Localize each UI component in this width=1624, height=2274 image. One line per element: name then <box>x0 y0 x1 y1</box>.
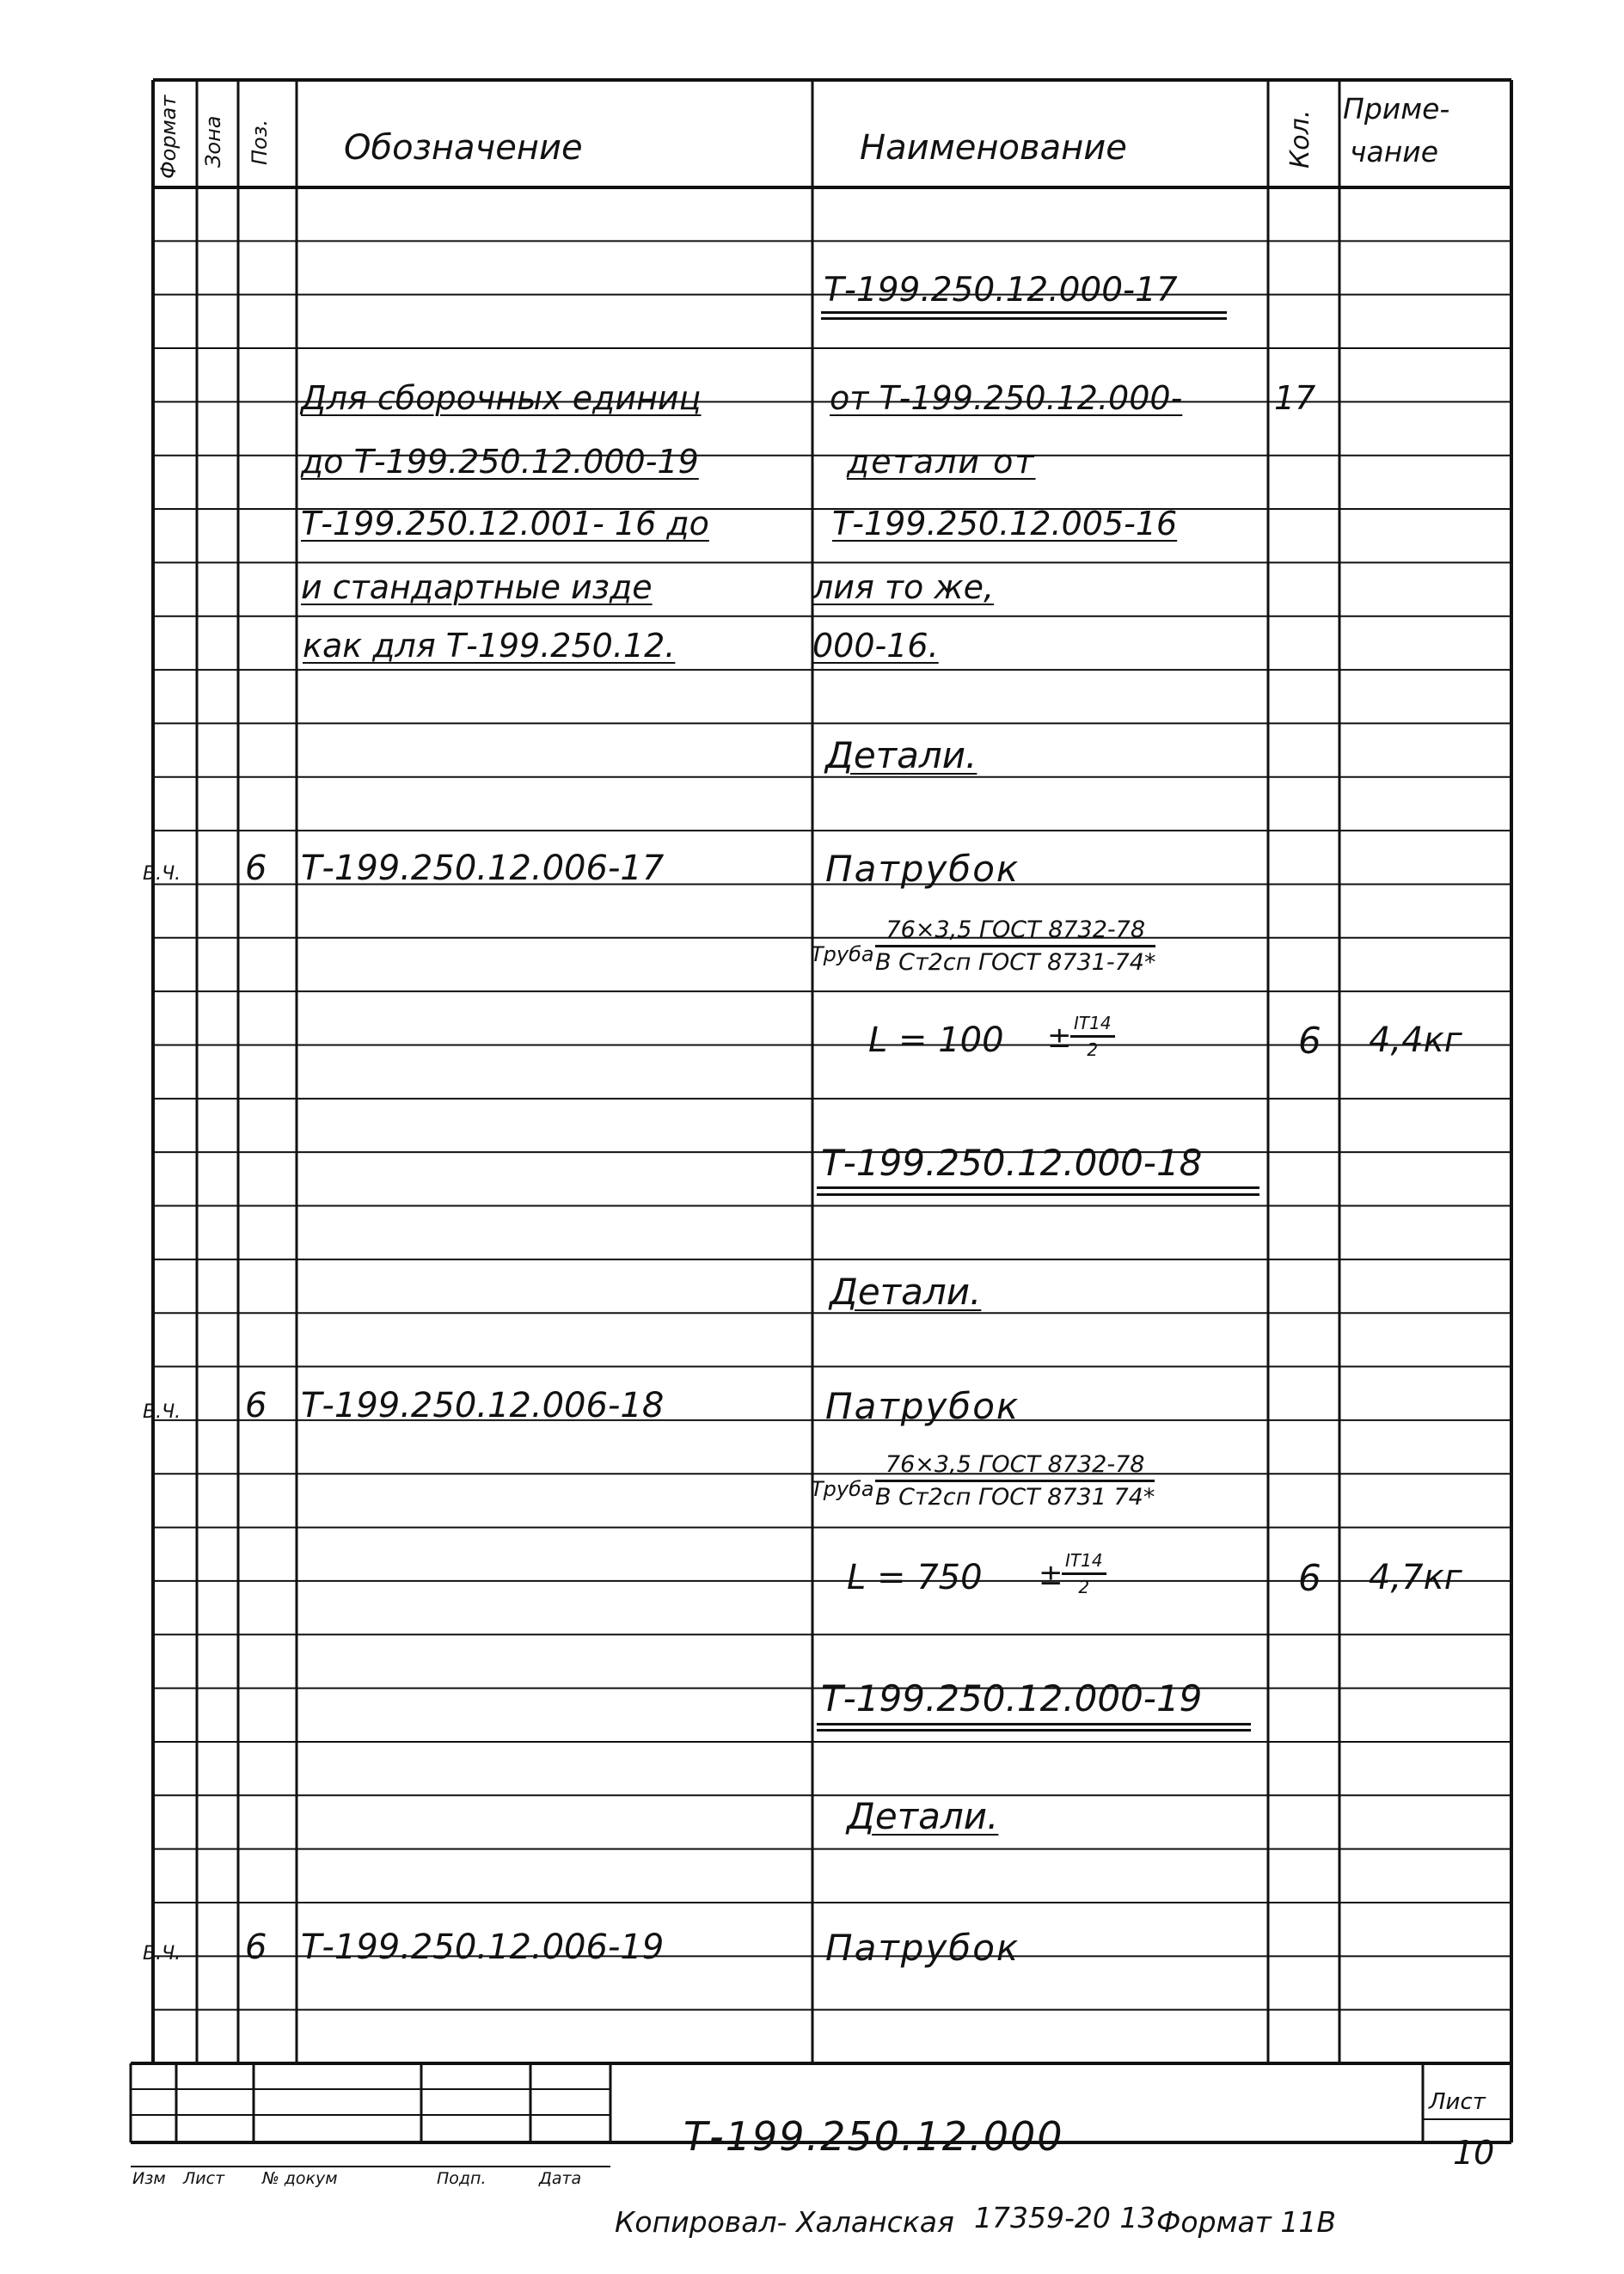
header-zone: Зона <box>201 115 225 168</box>
assembly-19-underline-2 <box>817 1729 1251 1732</box>
section-details-2: Детали. <box>830 1271 982 1313</box>
part-1-name: Патрубок <box>825 848 1020 890</box>
part-1-designation: Т-199.250.12.006-17 <box>301 849 665 888</box>
note-name-line-2: детали от <box>847 443 1036 481</box>
part-2-pipe-spec <box>875 1453 1155 1509</box>
part-2-pipe-denominator: В Ст2сп ГОСТ 8731 74* <box>875 1484 1155 1511</box>
title-block-doc-number: Т-199.250.12.000 <box>683 2113 1064 2160</box>
footer-copied-by: Копировал- Халанская <box>615 2205 954 2239</box>
part-3-format: Б.Ч. <box>143 1943 181 1964</box>
title-block-col-doc: № докум <box>262 2169 338 2188</box>
part-1-tolerance <box>1070 1014 1115 1058</box>
part-3-pos: 6 <box>245 1928 267 1967</box>
part-2-tolerance-sign: ± <box>1039 1558 1063 1592</box>
part-1-tolerance-numerator: IT14 <box>1070 1014 1115 1038</box>
assembly-18-underline-2 <box>817 1193 1259 1196</box>
note-designation-line-3: Т-199.250.12.001- 16 до <box>301 505 709 542</box>
part-1-pipe-word: Труба <box>811 942 874 966</box>
part-2-qty: 6 <box>1298 1557 1321 1599</box>
title-block-sheet-number: 10 <box>1453 2134 1495 2172</box>
part-2-note: 4,7кг <box>1369 1558 1462 1597</box>
note-designation-line-5: как для Т-199.250.12. <box>303 627 676 665</box>
part-2-length: L = 750 <box>847 1558 983 1597</box>
part-3-designation: Т-199.250.12.006-19 <box>301 1928 665 1967</box>
assembly-19-underline <box>817 1723 1251 1725</box>
part-1-length: L = 100 <box>868 1021 1004 1060</box>
section-details-1: Детали. <box>825 734 977 776</box>
assembly-19-designation: Т-199.250.12.000-19 <box>821 1677 1203 1719</box>
title-block-col-izm: Изм <box>132 2169 166 2188</box>
title-block-col-sign: Подп. <box>437 2169 487 2188</box>
note-name-line-5: 000-16. <box>812 627 939 665</box>
part-2-tolerance-denominator: 2 <box>1078 1577 1090 1597</box>
part-1-note: 4,4кг <box>1369 1021 1462 1060</box>
assembly-18-underline <box>817 1186 1259 1189</box>
note-qty-line-1: 17 <box>1274 379 1316 417</box>
section-details-3: Детали. <box>847 1795 999 1837</box>
part-2-tolerance <box>1062 1552 1106 1596</box>
part-2-designation: Т-199.250.12.006-18 <box>301 1386 665 1425</box>
part-1-pipe-denominator: В Ст2сп ГОСТ 8731-74* <box>875 949 1156 976</box>
note-name-line-3: Т-199.250.12.005-16 <box>832 505 1178 542</box>
part-1-format: Б.Ч. <box>143 863 181 885</box>
part-3-name: Патрубок <box>825 1927 1020 1969</box>
part-2-tolerance-numerator: IT14 <box>1062 1552 1106 1575</box>
assembly-17-underline <box>821 311 1227 314</box>
note-designation-line-1: Для сборочных единиц <box>301 379 702 417</box>
part-2-name: Патрубок <box>825 1385 1020 1427</box>
header-note-line2: чание <box>1350 135 1439 169</box>
part-1-pipe-numerator: 76×3,5 ГОСТ 8732-78 <box>875 918 1155 947</box>
header-note-line1: Приме- <box>1343 92 1450 126</box>
title-block-col-list: Лист <box>183 2169 225 2188</box>
note-name-line-4: лия то же, <box>812 568 995 606</box>
header-pos: Поз. <box>248 119 272 165</box>
header-format: Формат <box>156 95 181 179</box>
footer-code: 17359-20 13 <box>974 2201 1156 2234</box>
assembly-17-designation: Т-199.250.12.000-17 <box>824 271 1178 310</box>
note-name-line-1: от Т-199.250.12.000- <box>830 379 1183 417</box>
part-1-qty: 6 <box>1298 1020 1321 1062</box>
note-designation-line-4: и стандартные изде <box>301 568 653 606</box>
title-block-col-date: Дата <box>539 2169 582 2188</box>
part-1-pos: 6 <box>245 849 267 888</box>
header-designation: Обозначение <box>344 128 583 168</box>
part-2-format: Б.Ч. <box>143 1401 181 1423</box>
assembly-17-underline-2 <box>821 317 1227 320</box>
part-2-pipe-numerator: 76×3,5 ГОСТ 8732-78 <box>875 1453 1155 1482</box>
header-qty: Кол. <box>1285 109 1315 169</box>
part-1-pipe-spec <box>875 918 1155 974</box>
part-2-pos: 6 <box>245 1386 267 1425</box>
part-1-tolerance-sign: ± <box>1047 1021 1072 1055</box>
part-1-tolerance-denominator: 2 <box>1087 1039 1099 1060</box>
title-block-sheet-label: Лист <box>1429 2089 1486 2115</box>
part-2-pipe-word: Труба <box>811 1477 874 1501</box>
note-designation-line-2: до Т-199.250.12.000-19 <box>301 443 699 481</box>
footer-format: Формат 11В <box>1156 2205 1337 2239</box>
assembly-18-designation: Т-199.250.12.000-18 <box>821 1142 1203 1184</box>
header-name: Наименование <box>860 128 1127 168</box>
